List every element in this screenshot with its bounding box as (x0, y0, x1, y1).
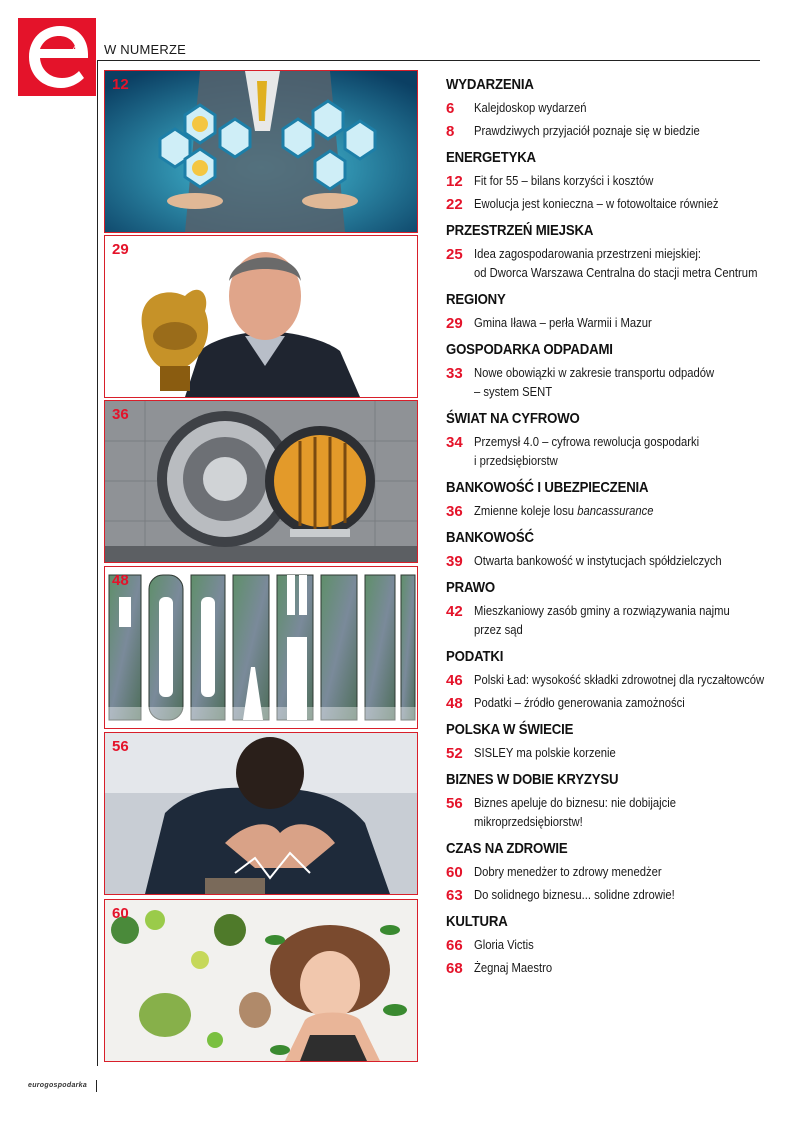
toc-entry[interactable] (446, 172, 766, 191)
photo-vault (104, 400, 418, 563)
toc-entry[interactable] (446, 552, 766, 571)
toc-entry[interactable] (446, 245, 766, 283)
toc-entry-line (474, 502, 653, 521)
toc-entry-page: 6 (446, 100, 455, 117)
toc-entry[interactable] (446, 886, 766, 905)
toc-entry[interactable] (446, 314, 766, 333)
toc-entry-page: 25 (446, 246, 463, 263)
toc-section (446, 528, 766, 571)
toc-entry[interactable] (446, 433, 766, 471)
toc-entry-line-text: Otwarta bankowość w instytucjach spółdzielczych (474, 554, 722, 568)
photo-page-number: 60 (112, 905, 129, 922)
toc-section-title: ENERGETYKA (446, 149, 536, 166)
toc-entry-title (474, 671, 764, 690)
toc-entry-line (474, 694, 685, 713)
photo-page-number: 29 (112, 241, 129, 258)
toc-entry-line (474, 383, 714, 402)
toc-entry-line (474, 602, 730, 621)
toc-entry-line-text: Kalejdoskop wydarzeń (474, 101, 587, 115)
toc-section (446, 912, 766, 978)
toc-entry[interactable] (446, 122, 766, 141)
toc-entry-title (474, 936, 534, 955)
toc-section (446, 148, 766, 214)
table-of-contents (446, 68, 766, 978)
toc-entry-line (474, 452, 699, 471)
toc-entry-page: 48 (446, 695, 463, 712)
toc-entry-line (474, 195, 719, 214)
toc-entry-line-text: Gloria Victis (474, 938, 534, 952)
toc-section (446, 340, 766, 402)
toc-entry-page: 68 (446, 960, 463, 977)
toc-entry-page: 46 (446, 672, 463, 689)
toc-section-title: GOSPODARKA ODPADAMI (446, 341, 613, 358)
toc-entry[interactable] (446, 863, 766, 882)
toc-entry-line (474, 552, 722, 571)
toc-entry[interactable] (446, 502, 766, 521)
toc-section (446, 221, 766, 283)
toc-section (446, 578, 766, 640)
toc-entry-page: 42 (446, 603, 463, 620)
toc-entry-page: 56 (446, 795, 463, 812)
toc-entry-line-text: Nowe obowiązki w zakresie transportu odpadów (474, 366, 715, 380)
toc-entry-title (474, 694, 685, 713)
toc-entry-line (474, 813, 676, 832)
toc-entry-line (474, 621, 730, 640)
toc-entry-page: 60 (446, 864, 463, 881)
photo-page-number: 48 (112, 572, 129, 589)
woman-vegetables-image (105, 900, 417, 1061)
toc-entry-line-text: i przedsiębiorstw (474, 454, 558, 468)
toc-section (446, 839, 766, 905)
toc-entry-line (474, 959, 552, 978)
toc-entry-line (474, 172, 653, 191)
toc-entry-title (474, 314, 652, 333)
toc-entry-title (474, 959, 552, 978)
toc-entry-line-text: Prawdziwych przyjaciół poznaje się w biedzie (474, 124, 700, 138)
toc-entry-title (474, 886, 675, 905)
toc-entry-page: 52 (446, 745, 463, 762)
toc-entry[interactable] (446, 99, 766, 118)
toc-entry-page: 36 (446, 503, 463, 520)
toc-section-title: PRAWO (446, 579, 495, 596)
toc-entry-title (474, 433, 699, 471)
footer-divider (96, 1080, 97, 1092)
toc-section-title: BIZNES W DOBIE KRYZYSU (446, 771, 619, 788)
toc-section (446, 75, 766, 141)
toc-section-title: BANKOWOŚĆ I UBEZPIECZENIA (446, 479, 649, 496)
photo-stress (104, 732, 418, 895)
toc-entry-title (474, 245, 757, 283)
toc-entry-line-text: Polski Ład: wysokość składki zdrowotnej dla ryczałtowców (474, 673, 765, 687)
toc-entry-line-text: Biznes apeluje do biznesu: nie dobijajcie (474, 796, 677, 810)
toc-section-title: PODATKI (446, 648, 504, 665)
stressed-businessman-image (105, 733, 417, 894)
toc-entry-title (474, 744, 616, 763)
toc-entry-line-text: Zmienne koleje losu (474, 504, 575, 518)
toc-entry-title (474, 794, 676, 832)
toc-entry-line (474, 99, 587, 118)
toc-entry-line (474, 671, 764, 690)
toc-entry[interactable] (446, 694, 766, 713)
toc-entry-title (474, 195, 719, 214)
toc-entry[interactable] (446, 744, 766, 763)
toc-section (446, 770, 766, 832)
toc-section-title: REGIONY (446, 291, 506, 308)
toc-section-title: POLSKA W ŚWIECIE (446, 721, 574, 738)
toc-entry[interactable] (446, 936, 766, 955)
toc-entry-page: 29 (446, 315, 463, 332)
toc-entry-page: 22 (446, 196, 463, 213)
toc-entry[interactable] (446, 602, 766, 640)
photo-page-number: 56 (112, 738, 129, 755)
toc-section (446, 290, 766, 333)
toc-entry-line-text: Do solidnego biznesu... solidne zdrowie! (474, 888, 675, 902)
toc-entry-title (474, 502, 653, 521)
toc-entry-line-text: Żegnaj Maestro (474, 961, 553, 975)
toc-entry-line (474, 863, 662, 882)
toc-section-title: ŚWIAT NA CYFROWO (446, 410, 580, 427)
toc-entry[interactable] (446, 959, 766, 978)
toc-entry-line-text: przez sąd (474, 623, 523, 637)
photo-podatki (104, 566, 418, 729)
toc-entry-line-text: Fit for 55 – bilans korzyści i kosztów (474, 174, 654, 188)
toc-entry-line (474, 122, 700, 141)
toc-section (446, 720, 766, 763)
toc-entry[interactable] (446, 364, 766, 402)
toc-entry-line-text: mikroprzedsiębiorstw! (474, 815, 583, 829)
toc-entry-line (474, 936, 534, 955)
toc-entry-page: 8 (446, 123, 455, 140)
toc-entry-line-text: Podatki – źródło generowania zamożności (474, 696, 685, 710)
toc-entry-line-text: Przemysł 4.0 – cyfrowa rewolucja gospodarki (474, 435, 700, 449)
section-label: W NUMERZE (104, 42, 186, 57)
toc-entry-page: 39 (446, 553, 463, 570)
toc-section (446, 478, 766, 521)
photo-health (104, 899, 418, 1062)
toc-entry-line-text: Gmina Iława – perła Warmii i Mazur (474, 316, 652, 330)
magazine-logo (18, 18, 96, 96)
toc-entry-page: 12 (446, 173, 463, 190)
toc-entry-line-text: Mieszkaniowy zasób gminy a rozwiązywania najmu (474, 604, 730, 618)
toc-section-title: PRZESTRZEŃ MIEJSKA (446, 222, 594, 239)
toc-entry-title (474, 602, 730, 640)
toc-entry-title (474, 364, 714, 402)
toc-entry-title (474, 99, 587, 118)
toc-entry-line-text: Ewolucja jest konieczna – w fotowoltaice również (474, 197, 719, 211)
toc-entry-title (474, 863, 662, 882)
toc-entry-line (474, 433, 699, 452)
podatki-banknote-image (105, 567, 417, 728)
toc-entry-page: 63 (446, 887, 463, 904)
toc-entry-page: 66 (446, 937, 463, 954)
toc-entry[interactable] (446, 195, 766, 214)
toc-entry-title (474, 552, 722, 571)
toc-section-title: WYDARZENIA (446, 76, 534, 93)
man-with-award-image (105, 236, 417, 397)
toc-section-title: KULTURA (446, 913, 508, 930)
e-logo-icon (18, 18, 96, 96)
toc-entry-title (474, 172, 653, 191)
toc-entry-page: 33 (446, 365, 463, 382)
footer-brand: eurogospodarka (28, 1082, 88, 1089)
page-number: 4 (72, 44, 78, 54)
toc-entry-line (474, 886, 675, 905)
toc-entry-line (474, 364, 714, 383)
toc-entry-title (474, 122, 700, 141)
toc-entry-line-text: – system SENT (474, 385, 553, 399)
toc-entry-line-text: SISLEY ma polskie korzenie (474, 746, 616, 760)
toc-section (446, 647, 766, 713)
toc-section-title: BANKOWOŚĆ (446, 529, 534, 546)
toc-entry-line (474, 245, 757, 264)
energy-icons-image (105, 71, 417, 232)
toc-section (446, 409, 766, 471)
toc-entry-line (474, 794, 676, 813)
toc-entry-line-text: Idea zagospodarowania przestrzeni miejskiej: (474, 247, 701, 261)
toc-section-title: CZAS NA ZDROWIE (446, 840, 568, 857)
bank-vault-image (105, 401, 417, 562)
toc-entry-line (474, 744, 616, 763)
photo-portrait (104, 235, 418, 398)
toc-entry-line-text: od Dworca Warszawa Centralna do stacji metra Centrum (474, 266, 758, 280)
photo-energy (104, 70, 418, 233)
toc-entry-line (474, 314, 652, 333)
photo-page-number: 36 (112, 406, 129, 423)
toc-entry[interactable] (446, 671, 766, 690)
column-divider (97, 60, 98, 1066)
toc-entry-italic: bancassurance (577, 504, 654, 518)
toc-entry-page: 34 (446, 434, 463, 451)
header-divider (98, 60, 760, 61)
toc-entry-line-text: Dobry menedżer to zdrowy menedżer (474, 865, 662, 879)
toc-entry-line (474, 264, 757, 283)
photo-page-number: 12 (112, 76, 129, 93)
toc-entry[interactable] (446, 794, 766, 832)
